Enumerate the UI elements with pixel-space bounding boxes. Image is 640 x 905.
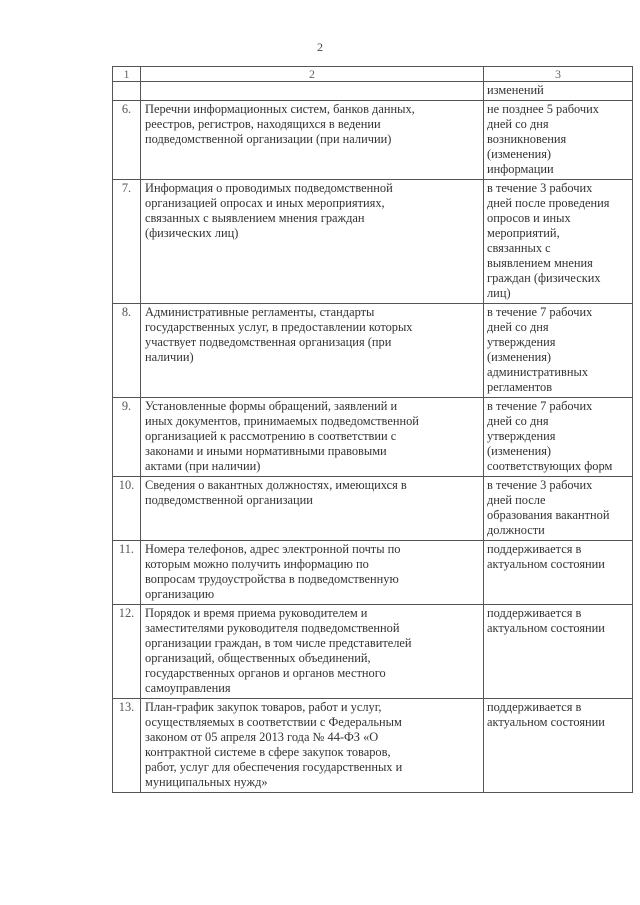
table-header-row	[113, 67, 633, 82]
header-col-1: 1	[113, 67, 141, 82]
row-content	[141, 82, 484, 101]
table-row	[113, 398, 633, 477]
row-term: поддерживается в актуальном состоянии	[484, 699, 633, 793]
row-number: 12.	[113, 605, 141, 699]
table-row-continuation	[113, 82, 633, 101]
table-row	[113, 541, 633, 605]
row-term: изменений	[484, 82, 633, 101]
row-term: поддерживается в актуальном состоянии	[484, 541, 633, 605]
header-col-2: 2	[141, 67, 484, 82]
row-number: 10.	[113, 477, 141, 541]
row-number: 6.	[113, 101, 141, 180]
row-content: План-график закупок товаров, работ и услуг, осуществляемых в соответствии с Федеральным законом от 05 апреля 2013 года № 44-ФЗ «О контрактной системе в сфере закупок товаров, работ, услуг для обеспечения государственных и муниципальных нужд»	[141, 699, 484, 793]
row-term: в течение 3 рабочих дней после образования вакантной должности	[484, 477, 633, 541]
row-content: Информация о проводимых подведомственной организацией опросах и иных мероприятиях, связанных с выявлением мнения граждан (физических лиц)	[141, 180, 484, 304]
row-content: Перечни информационных систем, банков данных, реестров, регистров, находящихся в ведении подведомственной организации (при наличии)	[141, 101, 484, 180]
row-number	[113, 82, 141, 101]
disclosure-table	[112, 66, 633, 793]
row-content: Административные регламенты, стандарты государственных услуг, в предоставлении которых участвует подведомственная организация (при наличии)	[141, 304, 484, 398]
table-row	[113, 304, 633, 398]
table-row	[113, 180, 633, 304]
row-number: 11.	[113, 541, 141, 605]
table-row	[113, 699, 633, 793]
table-row	[113, 101, 633, 180]
row-number: 13.	[113, 699, 141, 793]
row-term: в течение 7 рабочих дней со дня утверждения (изменения) соответствующих форм	[484, 398, 633, 477]
table-row	[113, 605, 633, 699]
row-number: 9.	[113, 398, 141, 477]
row-term: не позднее 5 рабочих дней со дня возникновения (изменения) информации	[484, 101, 633, 180]
row-content: Номера телефонов, адрес электронной почты по которым можно получить информацию по вопросам трудоустройства в подведомственную организацию	[141, 541, 484, 605]
row-term: поддерживается в актуальном состоянии	[484, 605, 633, 699]
row-number: 8.	[113, 304, 141, 398]
row-term: в течение 3 рабочих дней после проведения опросов и иных мероприятий, связанных с выявлением мнения граждан (физических лиц)	[484, 180, 633, 304]
row-number: 7.	[113, 180, 141, 304]
row-content: Порядок и время приема руководителем и заместителями руководителя подведомственной организации граждан, в том числе представителей организаций, общественных объединений, государственных органов и органов местного самоуправления	[141, 605, 484, 699]
row-content: Установленные формы обращений, заявлений и иных документов, принимаемых подведомственной организацией к рассмотрению в соответствии с законами и иными нормативными правовыми актами (при наличии)	[141, 398, 484, 477]
table-row	[113, 477, 633, 541]
header-col-3: 3	[484, 67, 633, 82]
row-content: Сведения о вакантных должностях, имеющихся в подведомственной организации	[141, 477, 484, 541]
row-term: в течение 7 рабочих дней со дня утверждения (изменения) административных регламентов	[484, 304, 633, 398]
page-number: 2	[317, 40, 323, 54]
